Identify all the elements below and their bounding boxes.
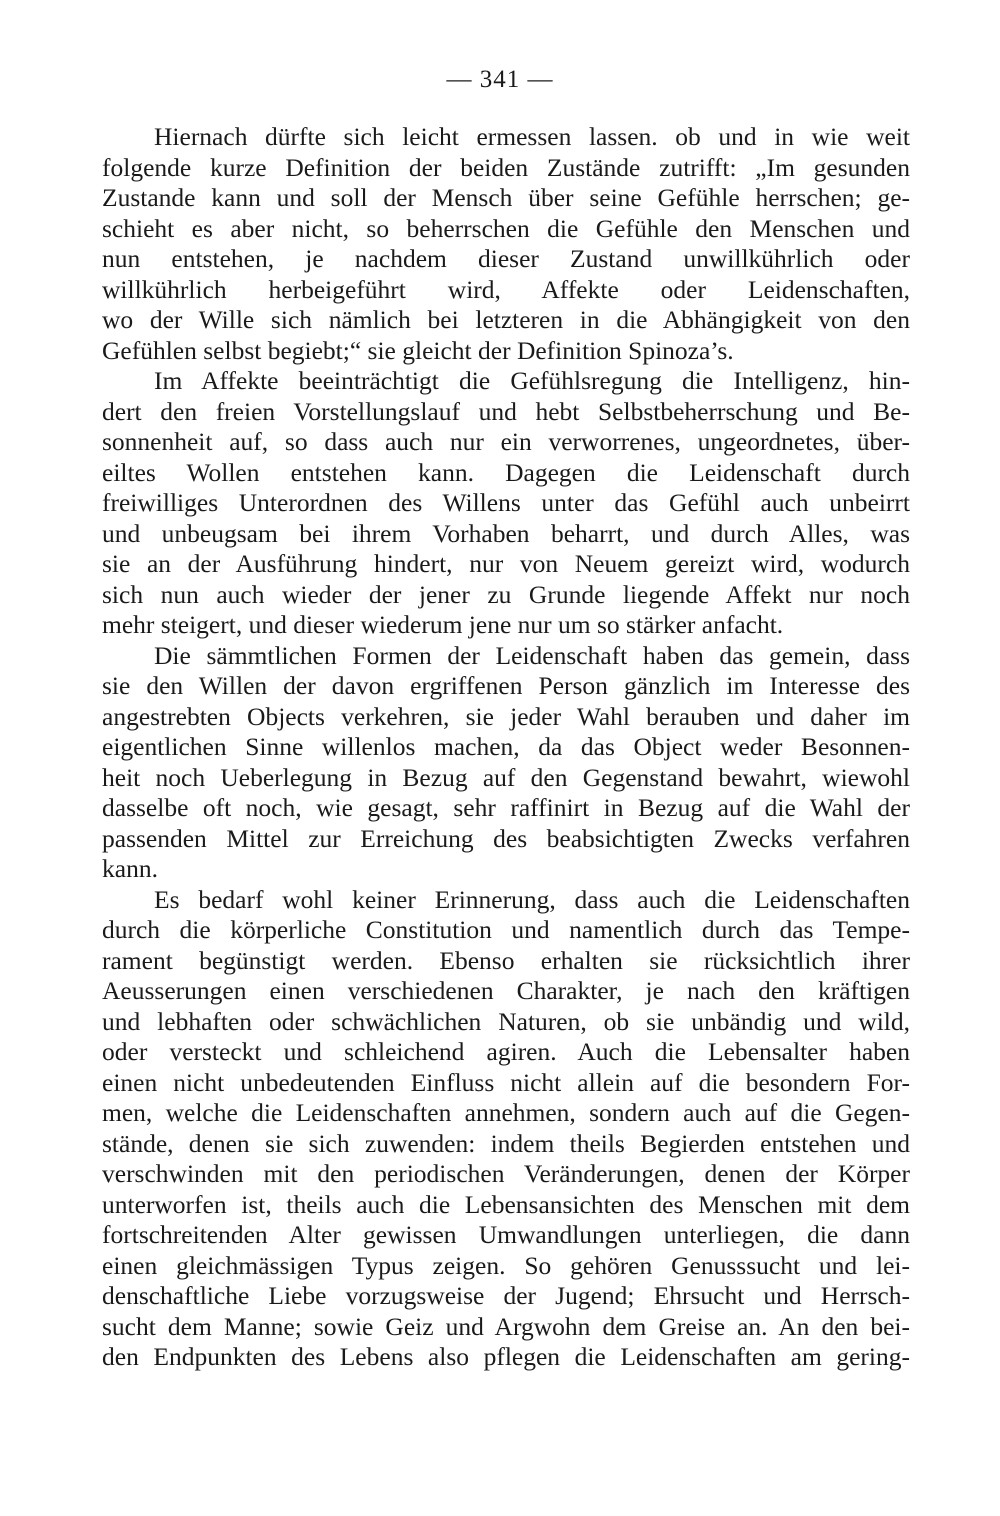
text-line: den Endpunkten des Lebens also pflegen die Leidenschaften am gering- (102, 1342, 910, 1371)
text-line: Zustande kann und soll der Mensch über seine Gefühle herrschen; ge- (102, 183, 910, 212)
text-line: Gefühlen selbst begiebt;“ sie gleicht der Definition Spinoza’s. (102, 335, 734, 365)
text-line: sich nun auch wieder der jener zu Grunde liegende Affekt nur noch (102, 579, 910, 609)
text-line: sie an der Ausführung hindert, nur von Neuem gereizt wird, wodurch (102, 549, 910, 578)
page-number-header: — 341 — (446, 66, 554, 93)
text-line: men, welche die Leidenschaften annehmen, sondern auch auf die Gegen- (102, 1098, 910, 1127)
text-line: Die sämmtlichen Formen der Leidenschaft haben das gemein, dass (154, 640, 910, 670)
text-line: sie den Willen der davon ergriffenen Person gänzlich im Interesse des (102, 671, 910, 700)
text-line: eigentlichen Sinne willenlos machen, da das Object weder Besonnen- (102, 732, 910, 761)
text-line: sonnenheit auf, so dass auch nur ein verworrenes, ungeordnetes, über- (102, 427, 910, 456)
text-line: Hiernach dürfte sich leicht ermessen lassen. ob und in wie weit (154, 122, 910, 151)
text-line: angestrebten Objects verkehren, sie jeder Wahl berauben und daher im (102, 701, 910, 731)
text-line: und lebhaften oder schwächlichen Naturen, ob sie unbändig und wild, (102, 1006, 910, 1036)
text-line: eiltes Wollen entstehen kann. Dagegen die Leidenschaft durch (102, 457, 910, 487)
text-line: dert den freien Vorstellungslauf und hebt Selbstbeherrschung und Be- (102, 396, 910, 426)
text-line: sucht dem Manne; sowie Geiz und Argwohn dem Greise an. An den bei- (102, 1311, 910, 1341)
text-line: freiwilliges Unterordnen des Willens unter das Gefühl auch unbeirrt (102, 488, 910, 517)
text-line: oder versteckt und schleichend agiren. Auch die Lebensalter haben (102, 1037, 910, 1066)
text-line: durch die körperliche Constitution und namentlich durch das Tempe- (102, 915, 910, 944)
text-line: und unbeugsam bei ihrem Vorhaben beharrt, und durch Alles, was (102, 518, 910, 548)
text-line: schieht es aber nicht, so beherrschen die Gefühle den Menschen und (102, 213, 910, 243)
paragraph-1 (102, 122, 910, 366)
text-line: Es bedarf wohl keiner Erinnerung, dass auch die Leidenschaften (154, 884, 910, 914)
text-line: Im Affekte beeinträchtigt die Gefühlsregung die Intelligenz, hin- (154, 366, 910, 395)
paragraph-2 (102, 366, 910, 641)
text-line: fortschreitenden Alter gewissen Umwandlungen unterliegen, die dann (102, 1220, 910, 1249)
text-line: wo der Wille sich nämlich bei letzteren in die Abhängigkeit von den (102, 305, 910, 334)
text-line: folgende kurze Definition der beiden Zustände zutrifft: „Im gesunden (102, 152, 910, 182)
text-line: heit noch Ueberlegung in Bezug auf den Gegenstand bewahrt, wiewohl (102, 762, 910, 792)
text-line: Aeusserungen einen verschiedenen Charakter, je nach den kräftigen (102, 976, 910, 1005)
text-line: stände, denen sie sich zuwenden: indem theils Begierden entstehen und (102, 1128, 910, 1158)
text-line: willkührlich herbeigeführt wird, Affekte oder Leidenschaften, (102, 274, 910, 304)
text-line: rament begünstigt werden. Ebenso erhalten sie rücksichtlich ihrer (102, 945, 910, 975)
text-line: verschwinden mit den periodischen Veränderungen, denen der Körper (102, 1159, 910, 1188)
text-line: einen gleichmässigen Typus zeigen. So gehören Genusssucht und lei- (102, 1250, 910, 1280)
text-line: nun entstehen, je nachdem dieser Zustand unwillkührlich oder (102, 244, 910, 273)
text-line: denschaftliche Liebe vorzugsweise der Jugend; Ehrsucht und Herrsch- (102, 1281, 910, 1310)
body-text (102, 122, 910, 1373)
text-line: unterworfen ist, theils auch die Lebensansichten des Menschen mit dem (102, 1189, 910, 1219)
text-line: dasselbe oft noch, wie gesagt, sehr raffinirt in Bezug auf die Wahl der (102, 793, 910, 822)
text-line: mehr steigert, und dieser wiederum jene nur um so stärker anfacht. (102, 610, 784, 639)
text-line: passenden Mittel zur Erreichung des beabsichtigten Zwecks verfahren (102, 823, 910, 853)
paragraph-4 (102, 885, 910, 1373)
text-line: einen nicht unbedeutenden Einfluss nicht allein auf die besondern For- (102, 1067, 910, 1097)
text-line: kann. (102, 854, 158, 883)
paragraph-3 (102, 641, 910, 885)
